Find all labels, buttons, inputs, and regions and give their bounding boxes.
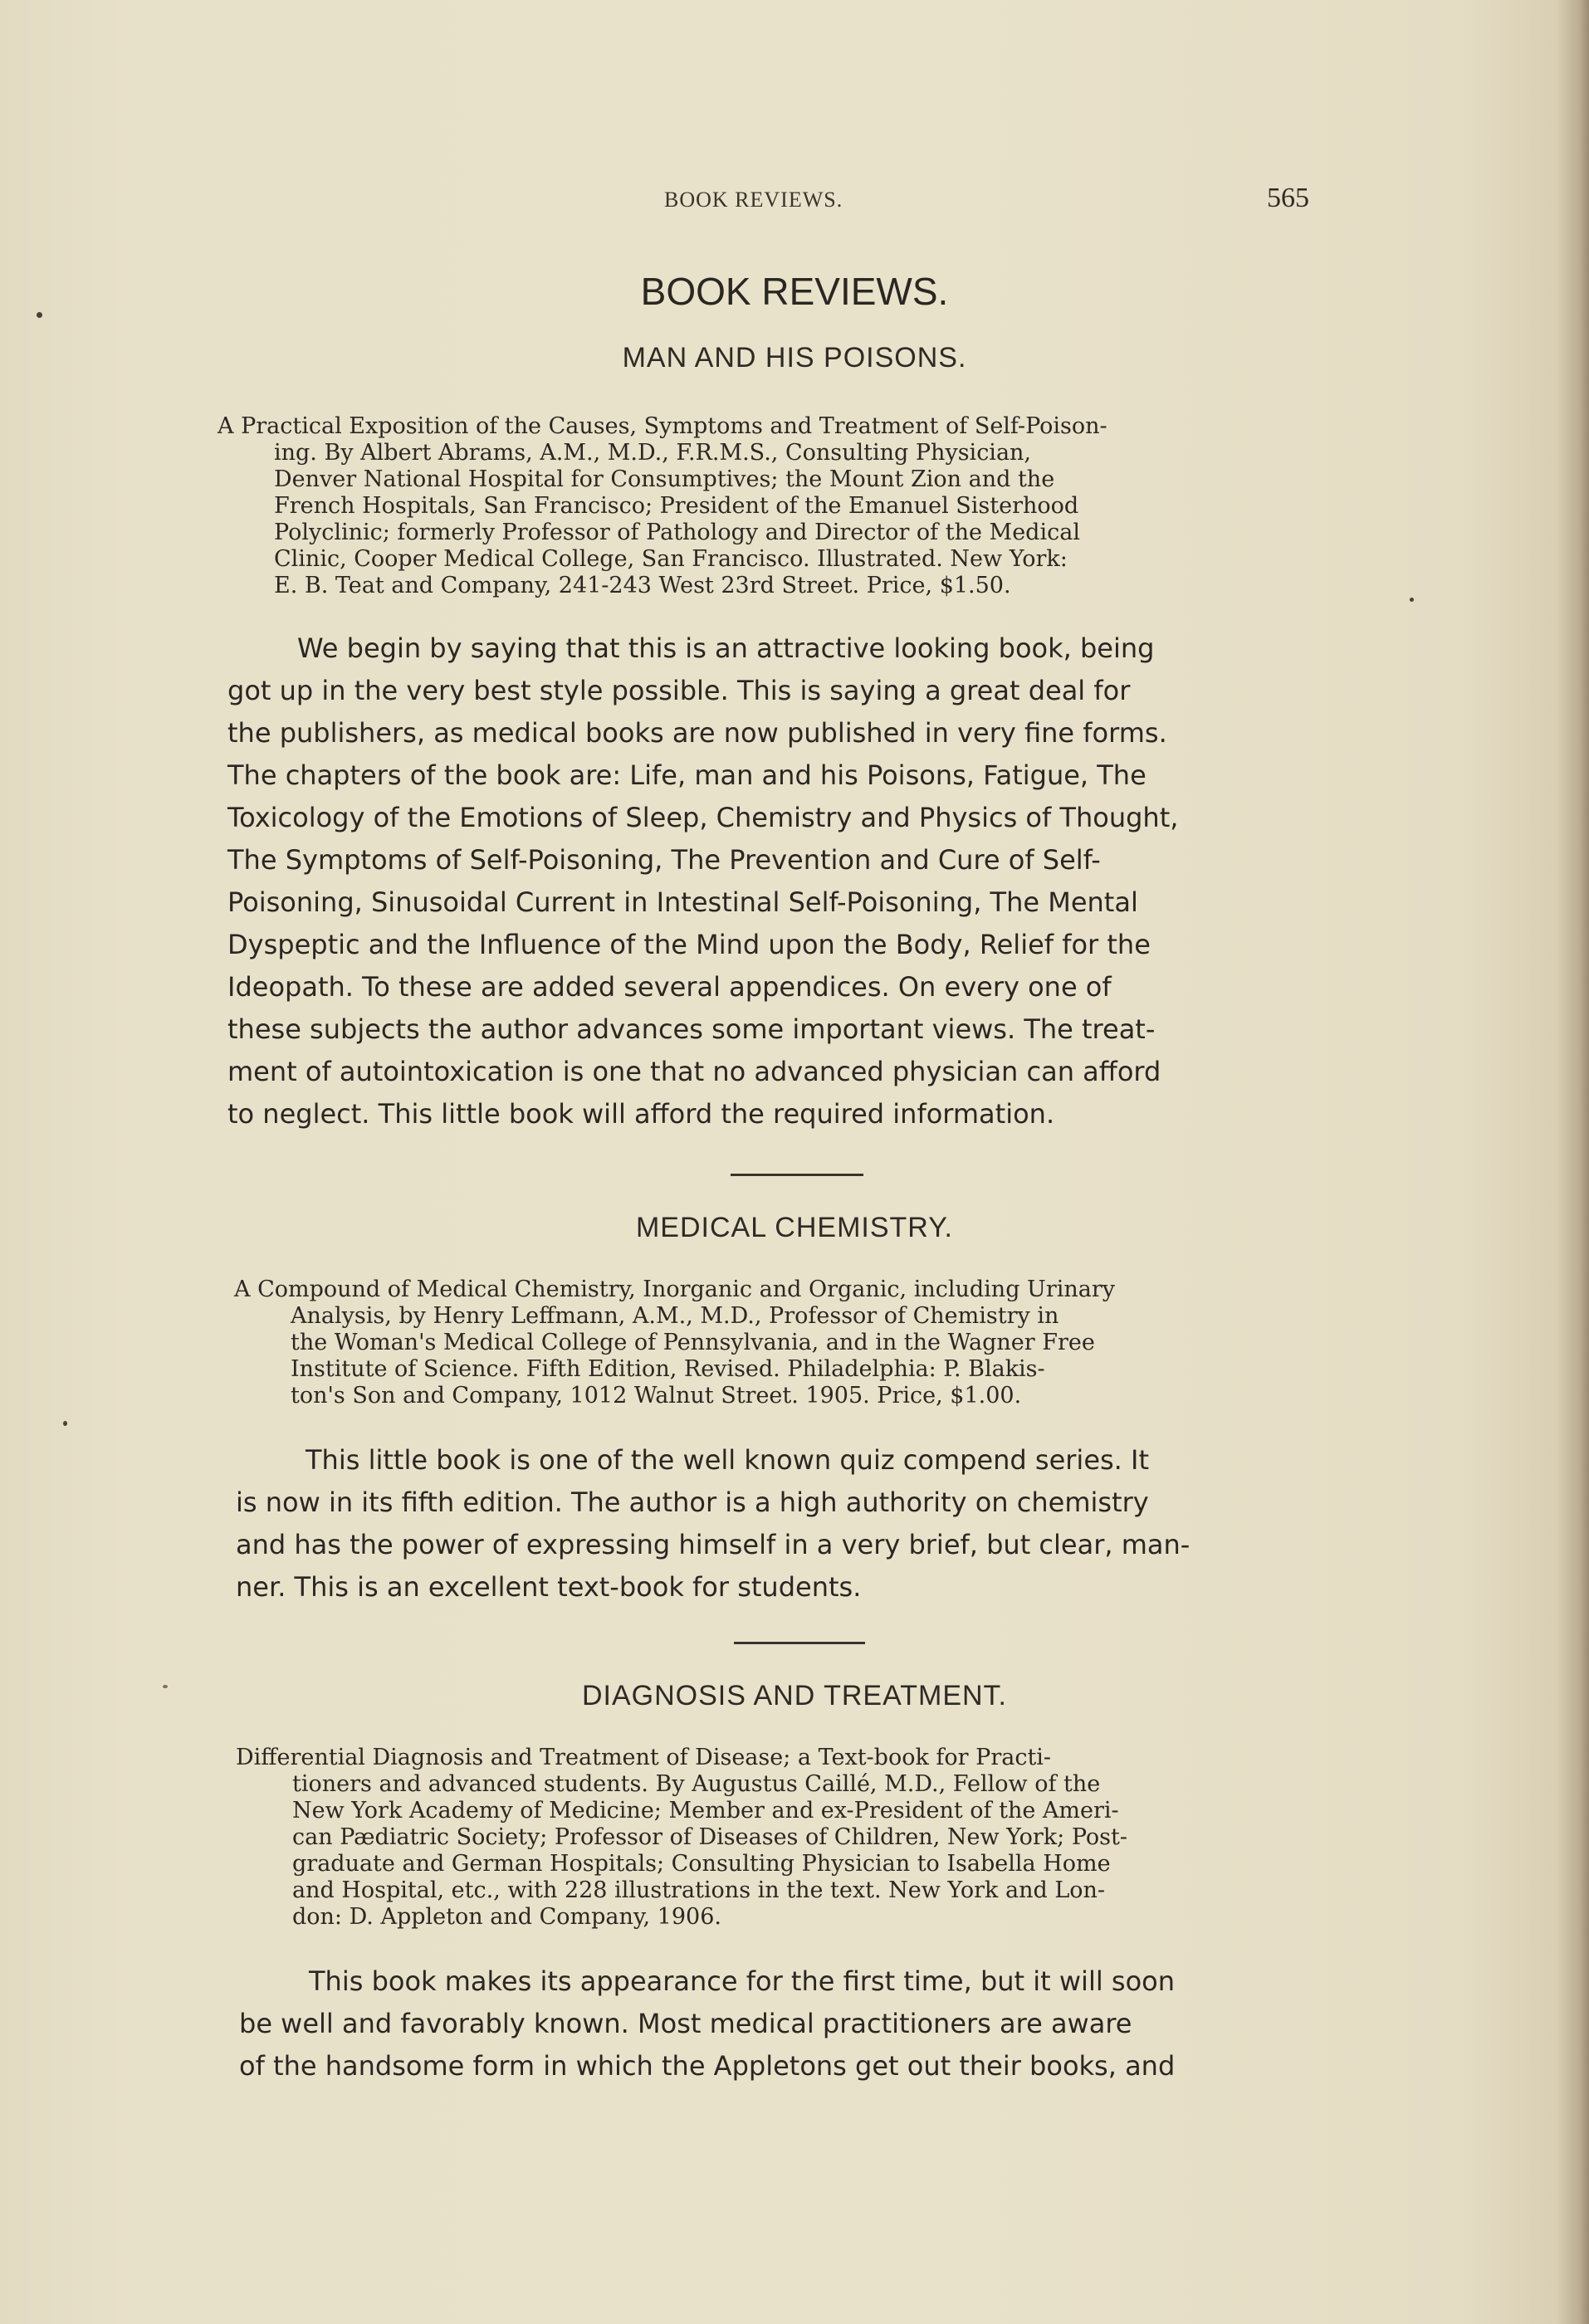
review-citation (234, 1277, 1355, 1409)
citation-line: don: D. Appleton and Company, 1906. (292, 1904, 721, 1930)
body-line: the publishers, as medical books are now published in very fine forms. (227, 717, 1167, 749)
body-line: We begin by saying that this is an attractive looking book, being (297, 632, 1155, 664)
body-line: Ideopath. To these are added several appendices. On every one of (227, 971, 1112, 1003)
body-line: got up in the very best style possible. This is saying a great deal for (227, 675, 1131, 706)
citation-line: tioners and advanced students. By Augustus Caillé, M.D., Fellow of the (292, 1771, 1101, 1797)
body-line: Toxicology of the Emotions of Sleep, Chemistry and Physics of Thought, (227, 802, 1179, 833)
citation-line: A Compound of Medical Chemistry, Inorganic and Organic, including Urinary (234, 1277, 1116, 1302)
review-heading: MEDICAL CHEMISTRY. (635, 1212, 953, 1243)
citation-line: the Woman's Medical College of Pennsylvania, and in the Wagner Free (291, 1330, 1095, 1355)
section-divider (731, 1174, 863, 1176)
citation-line: New York Academy of Medicine; Member and ex-President of the Ameri- (292, 1798, 1119, 1824)
citation-line: ton's Son and Company, 1012 Walnut Street. 1905. Price, $1.00. (291, 1383, 1022, 1409)
body-line: The chapters of the book are: Life, man and his Poisons, Fatigue, The (227, 759, 1147, 791)
body-line: This book makes its appearance for the first time, but it will soon (309, 1965, 1175, 1997)
citation-line: ing. By Albert Abrams, A.M., M.D., F.R.M.S., Consulting Physician, (274, 440, 1032, 466)
body-line: The Symptoms of Self-Poisoning, The Prevention and Cure of Self- (227, 844, 1101, 876)
body-line: ment of autointoxication is one that no advanced physician can afford (227, 1056, 1161, 1087)
body-line: be well and favorably known. Most medical practitioners are aware (239, 2008, 1132, 2039)
body-line: to neglect. This little book will afford the required information. (227, 1098, 1055, 1130)
body-line: these subjects the author advances some important views. The treat- (227, 1013, 1156, 1045)
citation-line: A Practical Exposition of the Causes, Symptoms and Treatment of Self-Poison- (218, 413, 1107, 439)
citation-line: Denver National Hospital for Consumptives; the Mount Zion and the (274, 466, 1055, 492)
body-line: of the handsome form in which the Appletons get out their books, and (239, 2050, 1176, 2082)
citation-line: can Pædiatric Society; Professor of Diseases of Children, New York; Post- (292, 1824, 1127, 1850)
review-heading: DIAGNOSIS AND TREATMENT. (581, 1680, 1008, 1711)
review-body (236, 1439, 1357, 1609)
citation-line: Differential Diagnosis and Treatment of Disease; a Text-book for Practi- (236, 1745, 1052, 1770)
body-line: ner. This is an excellent text-book for students. (236, 1571, 862, 1603)
review-heading: MAN AND HIS POISONS. (622, 342, 967, 374)
page-title: BOOK REVIEWS. (640, 270, 949, 313)
citation-line: French Hospitals, San Francisco; President of the Emanuel Sisterhood (274, 493, 1079, 519)
section-divider (734, 1642, 865, 1644)
running-head: BOOK REVIEWS. (664, 188, 843, 212)
body-line: is now in its fifth edition. The author is a high authority on chemistry (236, 1487, 1149, 1518)
body-line: Dyspeptic and the Influence of the Mind upon the Body, Relief for the (227, 929, 1151, 960)
citation-line: E. B. Teat and Company, 241-243 West 23rd Street. Price, $1.50. (274, 573, 1011, 598)
body-line: and has the power of expressing himself in a very brief, but clear, man- (236, 1529, 1191, 1560)
review-body (239, 1960, 1360, 2087)
citation-line: graduate and German Hospitals; Consulting Physician to Isabella Home (292, 1851, 1111, 1877)
body-line: This little book is one of the well known quiz compend series. It (306, 1444, 1149, 1476)
review-body (227, 627, 1357, 1135)
scan-speck (1410, 598, 1414, 602)
body-line: Poisoning, Sinusoidal Current in Intestinal Self-Poisoning, The Mental (227, 886, 1138, 918)
citation-line: Polyclinic; formerly Professor of Pathology and Director of the Medical (274, 520, 1080, 545)
page-number: 565 (1267, 183, 1309, 213)
scan-speck (37, 312, 42, 318)
citation-line: and Hospital, etc., with 228 illustrations in the text. New York and Lon- (292, 1877, 1106, 1903)
review-citation (218, 413, 1352, 599)
review-citation (236, 1745, 1358, 1931)
citation-line: Clinic, Cooper Medical College, San Francisco. Illustrated. New York: (274, 546, 1068, 572)
scan-speck (63, 1421, 67, 1426)
citation-line: Analysis, by Henry Leffmann, A.M., M.D., Professor of Chemistry in (291, 1303, 1059, 1329)
scan-speck (163, 1685, 168, 1688)
citation-line: Institute of Science. Fifth Edition, Revised. Philadelphia: P. Blakis- (291, 1356, 1045, 1382)
